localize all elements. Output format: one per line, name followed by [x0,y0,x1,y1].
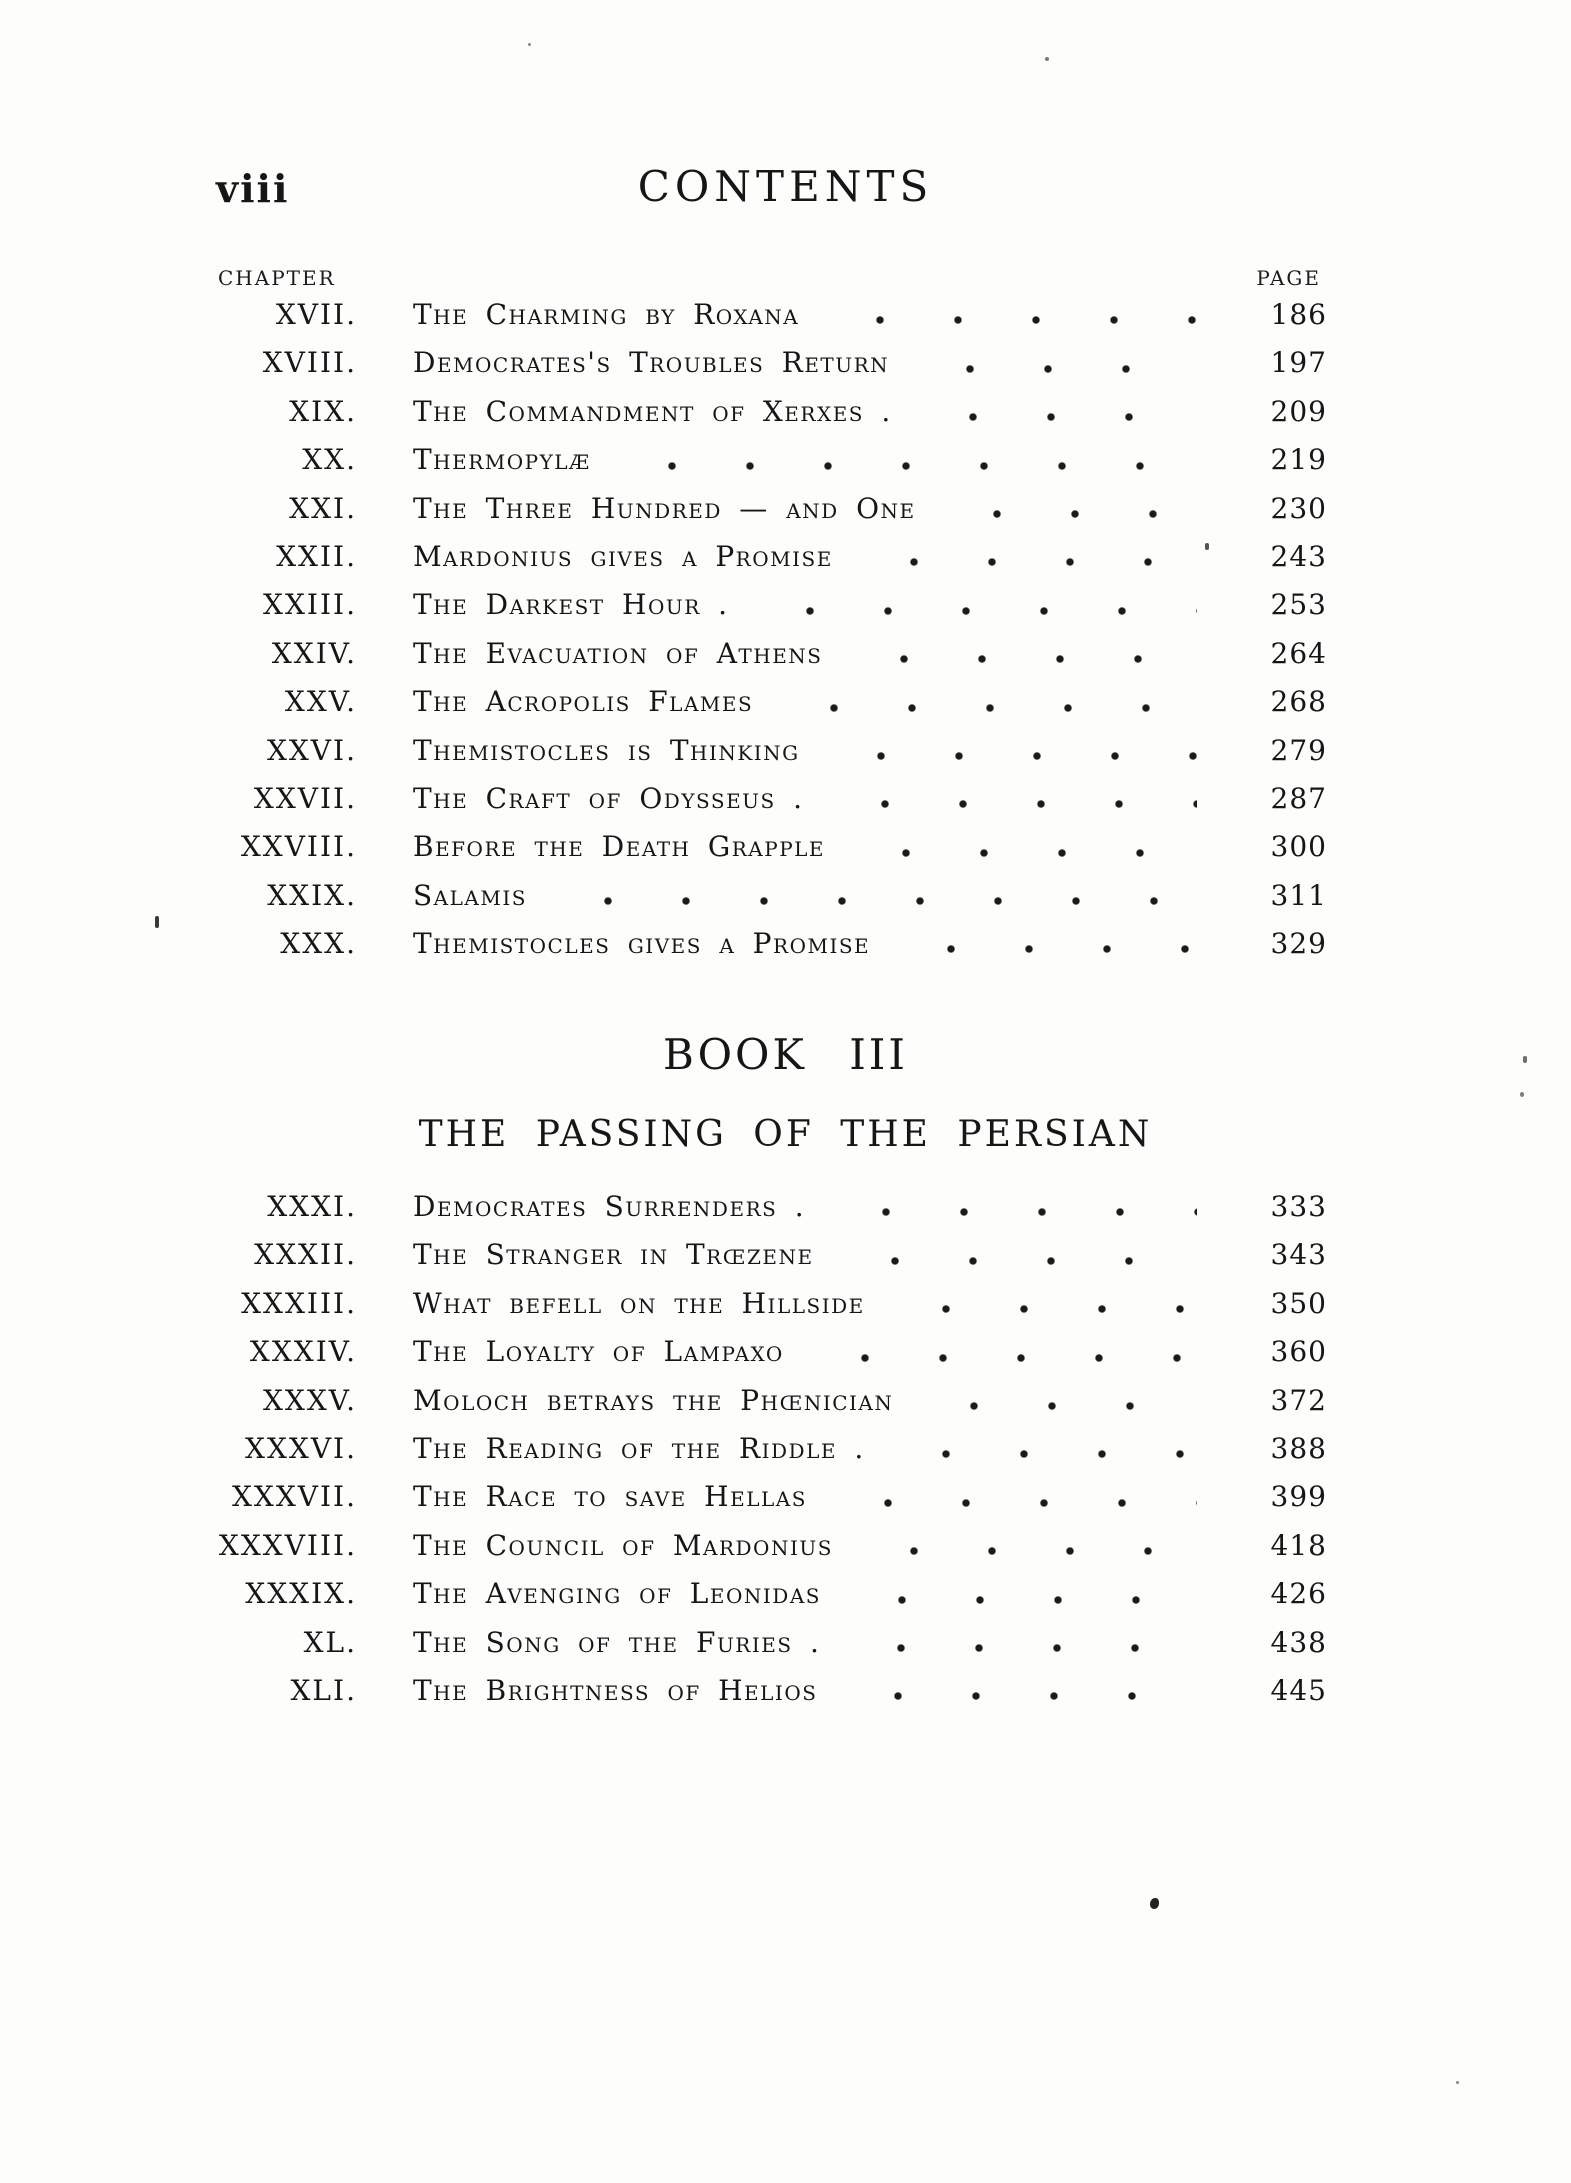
chapter-numeral: XXXVII. [231,1480,357,1514]
chapter-numeral: XXVII. [253,781,357,815]
chapter-title: The Council of Mardonius [413,1528,833,1562]
chapter-title: Themistocles is Thinking [413,733,800,767]
chapter-title: The Darkest Hour . [413,588,729,622]
chapter-title: Before the Death Grapple [413,830,826,864]
page-number: 438 [1270,1625,1327,1659]
page-number: 388 [1270,1431,1327,1465]
chapter-title: The Craft of Odysseus . [413,781,804,815]
toc-row [160,1522,1327,1570]
toc-row [160,920,1327,968]
toc-row [160,388,1327,436]
page-number: 197 [1270,346,1327,380]
page-number: 343 [1270,1238,1327,1272]
toc-row [160,1280,1327,1328]
page-number: 186 [1270,298,1327,331]
dot-leader [851,848,1197,858]
chapter-numeral: XXXIX. [245,1577,357,1611]
page-number: 418 [1270,1528,1327,1562]
page-number: 243 [1270,539,1327,573]
dot-leader [891,1449,1197,1459]
toc-row [160,436,1327,484]
toc-row [160,291,1327,339]
chapter-numeral: XXXII. [254,1238,357,1272]
toc-row [160,1619,1327,1667]
page-number: 311 [1270,878,1327,912]
chapter-numeral: XXII. [276,539,357,573]
scan-speck [1456,2081,1459,2084]
chapter-title: The Evacuation of Athens [413,636,823,670]
dot-leader [553,896,1197,906]
chapter-title: The Stranger in Trœzene [413,1238,814,1272]
page-number: 230 [1270,491,1327,525]
scan-speck [1520,1092,1524,1097]
dot-leader [843,1691,1197,1701]
scan-speck [155,916,159,928]
chapter-title: Thermopylæ [413,443,591,477]
page-number: 329 [1270,927,1327,961]
page-number: 219 [1270,443,1327,477]
page-number: 279 [1270,733,1327,767]
scan-speck [528,43,531,46]
dot-leader [915,364,1197,374]
scan-speck [1205,543,1209,550]
chapter-title: The Race to save Hellas [413,1480,807,1514]
chapter-numeral: XVII. [275,298,357,331]
page-number: 399 [1270,1480,1327,1514]
chapter-numeral: XXI. [289,491,357,525]
chapter-title: Moloch betrays the Phœnician [413,1383,894,1417]
chapter-numeral: XXVIII. [240,830,357,864]
chapter-title: The Song of the Furies . [413,1625,821,1659]
page-number: 350 [1270,1286,1327,1320]
toc-row [160,727,1327,775]
page-number: 300 [1270,830,1327,864]
dot-leader [859,557,1197,567]
chapter-numeral: XXXVI. [245,1431,357,1465]
chapter-numeral: XXVI. [266,733,357,767]
chapter-numeral: XX. [302,443,357,477]
scan-speck [1150,1898,1159,1909]
scan-speck [1523,1056,1527,1063]
chapter-numeral: XXXI. [267,1190,357,1223]
chapter-numeral: XXIX. [267,878,357,912]
chapter-numeral: XXV. [284,685,357,719]
page-column-label: PAGE [1256,266,1321,290]
dot-leader [831,1207,1197,1217]
dot-leader [891,1304,1197,1314]
toc-row [160,1570,1327,1618]
toc-row [160,1231,1327,1279]
chapter-numeral: XXXIII. [241,1286,357,1320]
chapter-numeral: XXXVIII. [218,1528,357,1562]
dot-leader [830,799,1197,809]
toc-row [160,630,1327,678]
toc-row [160,872,1327,920]
page-number: 445 [1270,1673,1327,1707]
chapter-numeral: XVIII. [262,346,357,380]
chapter-title: Democrates's Troubles Return [413,346,890,380]
toc-row [160,339,1327,387]
page-number: 253 [1270,588,1327,622]
dot-leader [846,1643,1197,1653]
toc-row [160,823,1327,871]
dot-leader [833,1498,1197,1508]
chapter-title: The Reading of the Riddle . [413,1431,865,1465]
chapter-numeral: XXX. [280,927,357,961]
toc-list-book-three [160,1183,1327,1715]
page-number: 360 [1270,1335,1327,1369]
chapter-numeral: XXIV. [271,636,357,670]
chapter-title: The Avenging of Leonidas [413,1577,821,1611]
toc-row [160,1425,1327,1473]
toc-row [160,1667,1327,1715]
dot-leader [918,412,1197,422]
chapter-numeral: XIX. [289,394,357,428]
chapter-title: The Charming by Roxana [413,298,800,331]
dot-leader [859,1546,1197,1556]
chapter-numeral: XXXV. [262,1383,357,1417]
toc-row [160,1473,1327,1521]
chapter-title: The Loyalty of Lampaxo [413,1335,784,1369]
page-number: 264 [1270,636,1327,670]
toc-row [160,775,1327,823]
book-iii-subtitle: THE PASSING OF THE PERSIAN [418,1114,1153,1155]
dot-leader [825,315,1197,325]
dot-leader [942,509,1197,519]
chapter-numeral: XL. [303,1625,357,1659]
page-number: 268 [1270,685,1327,719]
chapter-title: Salamis [413,878,527,912]
toc-row [160,678,1327,726]
dot-leader [826,751,1197,761]
toc-row [160,1377,1327,1425]
dot-leader [840,1256,1197,1266]
chapter-title: What befell on the Hillside [413,1286,865,1320]
chapter-title: The Commandment of Xerxes . [413,394,892,428]
chapter-numeral: XXXIV. [249,1335,357,1369]
dot-leader [779,703,1197,713]
page-number: 287 [1270,781,1327,815]
dot-leader [849,654,1198,664]
toc-list-book-two [160,291,1327,968]
dot-leader [847,1595,1197,1605]
dot-leader [919,1401,1197,1411]
chapter-numeral: XLI. [290,1673,357,1707]
folio-page-number: viii [216,166,290,211]
chapter-numeral: XXIII. [263,588,357,622]
toc-row [160,1328,1327,1376]
chapter-title: Democrates Surrenders . [413,1190,806,1223]
page-number: 372 [1270,1383,1327,1417]
chapter-title: Themistocles gives a Promise [413,927,871,961]
toc-row [160,581,1327,629]
toc-row [160,533,1327,581]
dot-leader [755,606,1197,616]
book-iii-heading: BOOK III [662,1030,908,1079]
chapter-column-label: CHAPTER [218,266,336,290]
page-number: 333 [1270,1190,1327,1223]
dot-leader [810,1353,1197,1363]
dot-leader [896,944,1197,954]
chapter-title: Mardonius gives a Promise [413,539,833,573]
chapter-title: The Brightness of Helios [413,1673,818,1707]
toc-row [160,485,1327,533]
chapter-title: The Three Hundred — and One [413,491,916,525]
scan-speck [1045,57,1049,61]
toc-row [160,1183,1327,1231]
page-number: 426 [1270,1577,1327,1611]
page-number: 209 [1270,394,1327,428]
contents-heading: CONTENTS [637,162,934,211]
dot-leader [617,461,1197,471]
chapter-title: The Acropolis Flames [413,685,754,719]
